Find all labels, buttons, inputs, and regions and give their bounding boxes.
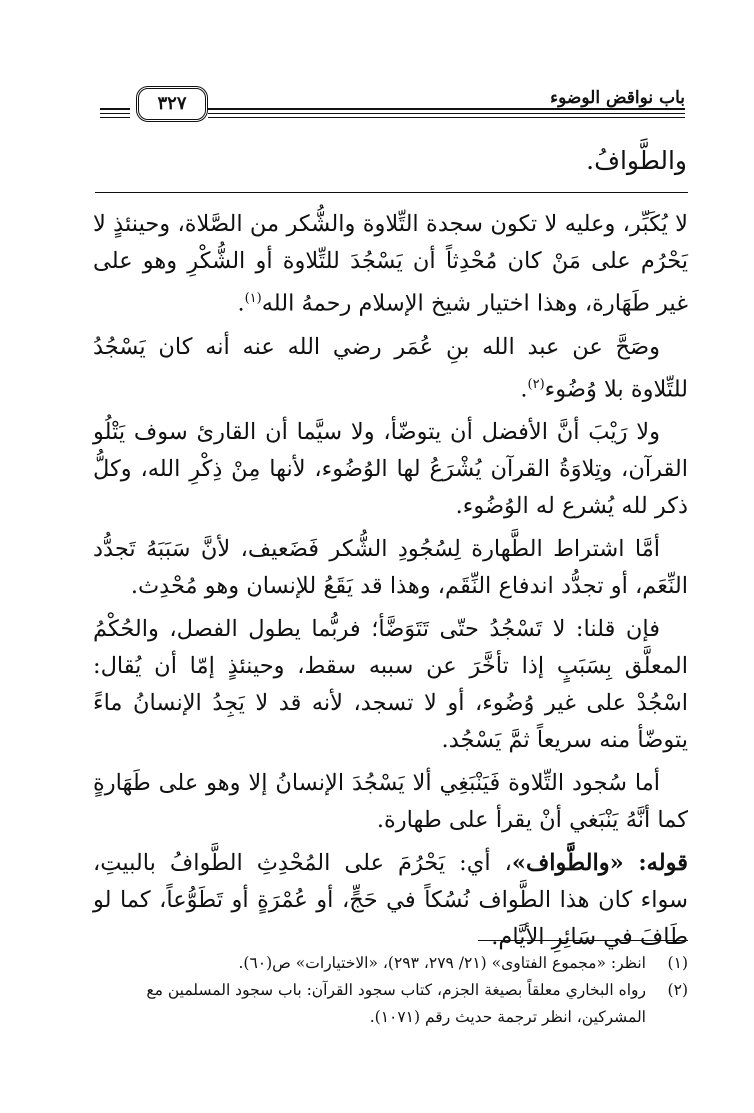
- footnote: [93, 950, 688, 977]
- footnote-separator: [478, 940, 688, 941]
- footnote-number: (٢): [667, 981, 688, 999]
- matn-keyword: قوله: «والطَّواف»: [511, 850, 688, 876]
- section-divider: [95, 192, 688, 193]
- matn-continuation: والطَّوافُ.: [586, 146, 687, 175]
- footnote-ref[interactable]: (١): [244, 291, 262, 306]
- paragraph: ولا رَيْبَ أنَّ الأفضل أن يتوضّأ، ولا سيَّما أن القارئ سوف يَتْلُو القرآن، وتِلاوَةُ القرآن يُشْرَعُ لها الوُضُوء، لأنها مِنْ ذِكْرِ الله، وكلُّ ذكر لله يُشرع له الوُضُوء.: [93, 419, 688, 519]
- footnote: [93, 977, 688, 1031]
- footnotes: [93, 950, 688, 1031]
- paragraph: أمَّا اشتراط الطَّهارة لِسُجُودِ الشُّكر فَضَعيف، لأنَّ سَبَبَهُ تَجدُّد النِّعَم، أو تجدُّد اندفاع النِّقَم، وهذا قد يَقَعُ للإنسان وهو مُحْدِث.: [93, 536, 688, 599]
- paragraph: لا يُكَبِّر، وعليه لا تكون سجدة التِّلاوة والشُّكر من الصَّلاة، وحينئذٍ لا يَحْرُم على مَنْ كان مُحْدِثاً أن يَسْجُدَ للتِّلاوة أو الشُّكْرِ وهو على غير طَهَارة، وهذا اختيار شيخ الإسلام رحمهُ الله$^{(١)}$.: [93, 211, 688, 317]
- footnote-text: رواه البخاري معلقاً بصيغة الجزم، كتاب سجود القرآن: باب سجود المسلمين مع المشركين، انظر ترجمة حديث رقم (١٠٧١).: [146, 981, 646, 1026]
- paragraph: فإن قلنا: لا تَسْجُدُ حتّى تَتَوَضَّأ؛ فربُّما يطول الفصل، والحُكْمُ المعلَّق بِسَبَبٍ إذا تأخَّرَ عن سببه سقط، وحينئذٍ إمّا أن يُقال: اسْجُدْ على غير وُضُوء، أو لا تسجد، لأنه قد لا يَجِدُ الإنسانُ ماءً يتوضّأ منه سريعاً ثمَّ يَسْجُد.: [93, 616, 688, 753]
- footnote-ref[interactable]: (٢): [527, 376, 545, 392]
- footnote-text: انظر: «مجموع الفتاوى» (٢١/ ٢٧٩، ٢٩٣)، «الاختيارات» ص(٦٠).: [238, 954, 646, 972]
- page-number: ٣٢٧: [136, 86, 208, 122]
- paragraph: قوله: «والطَّواف»، أي: يَحْرُمَ على المُحْدِثِ الطَّوافُ بالبيتِ، سواء كان هذا الطَّواف نُسُكاً في حَجٍّ، أو عُمْرَةٍ أو تَطَوُّعاً، كما لو طَافَ في سَائِرِ الأيَّام.: [93, 850, 688, 950]
- chapter-title: باب نواقض الوضوء: [550, 88, 685, 108]
- paragraph: أما سُجود التِّلاوة فَيَنْبَغِي ألا يَسْجُدَ الإنسانُ إلا وهو على طَهَارةٍ كما أنَّهُ يَنْبَغي أنْ يقرأ على طهارة.: [93, 770, 688, 833]
- paragraph: وصَحَّ عن عبد الله بنِ عُمَر رضي الله عنه أنه كان يَسْجُدُ للتِّلاوة بلا وُضُوء$^{(٢)}$.: [93, 333, 688, 402]
- page-header: [100, 86, 685, 126]
- footnote-number: (١): [667, 954, 688, 972]
- commentary-body: [93, 206, 688, 962]
